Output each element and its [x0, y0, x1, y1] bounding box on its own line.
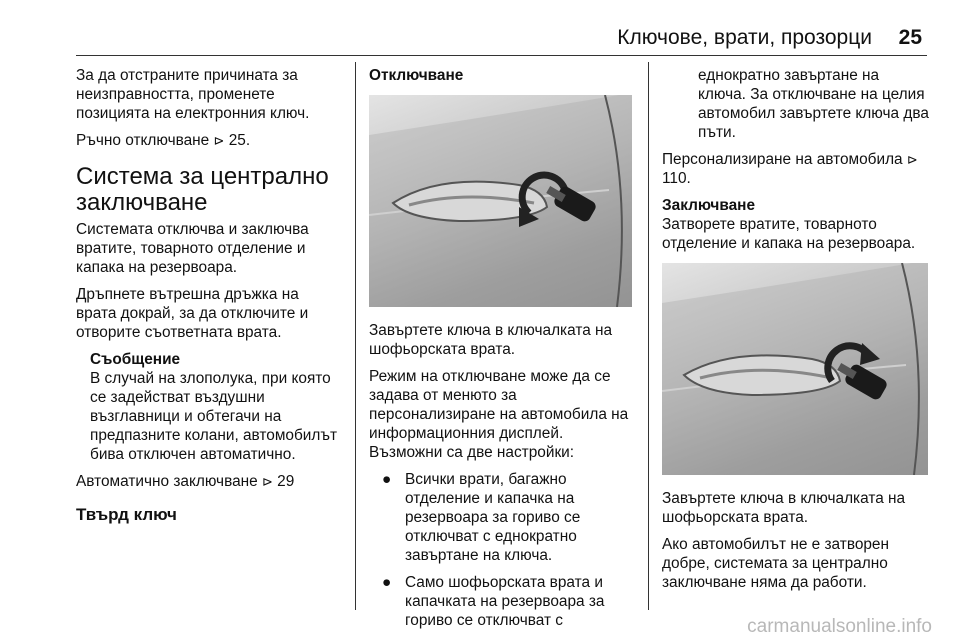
paragraph-system: Системата отключва и заключва вратите, товарното отделение и капака на резервоара. — [76, 221, 309, 276]
unlock-options-list — [369, 470, 634, 630]
section-heading: Система за централно заключване — [76, 163, 329, 216]
paragraph-lock: Затворете вратите, товарното отделение и капака на резервоара. — [662, 216, 916, 252]
page-ref-link[interactable]: 29 — [277, 473, 295, 490]
column-divider-1 — [355, 62, 356, 610]
heading-lock: Заключване — [662, 197, 756, 214]
list-item: ● Само шофьорската врата и капачката на резервоара за гориво се отключват с — [382, 574, 605, 629]
note-title: Съобщение — [90, 351, 181, 368]
ref-text: Автоматично заключване — [76, 473, 262, 490]
figure-caption: Завъртете ключа в ключалката на шофьорската врата. — [369, 322, 613, 358]
column-divider-2 — [648, 62, 649, 610]
arrow-ref-icon: ⊳ — [261, 474, 273, 489]
page-number: 25 — [898, 26, 922, 49]
paragraph-handle: Дръпнете вътрешна дръжка на врата докрай, за да отключите и отворите съответната врата. — [76, 286, 309, 341]
note-box — [90, 350, 342, 464]
paragraph-manual-unlock — [76, 131, 342, 150]
watermark: carmanualsonline.info — [747, 616, 932, 637]
list-item: ● Всички врати, багажно отделение и капачка на резервоара за гориво се отключват с еднократно завъртане на ключа. — [382, 471, 581, 564]
figure-caption: Завъртете ключа в ключалката на шофьорската врата. — [662, 490, 906, 526]
arrow-ref-icon: ⊳ — [213, 133, 225, 148]
column-2 — [369, 66, 634, 638]
column-1 — [76, 66, 342, 524]
ref-text: Ръчно отключване — [76, 132, 214, 149]
subheading-hard-key: Твърд ключ — [76, 505, 177, 524]
arrow-ref-icon: ⊳ — [906, 152, 918, 167]
paragraph-personalize — [662, 150, 930, 188]
page-ref-link[interactable]: 25. — [228, 132, 251, 149]
door-handle-lock-illustration — [662, 263, 928, 475]
note-text: В случай на злополука, при която се задействат въздушни възглавници и обтегачи на предпазните колани, автомобилът бива отключен автоматично. — [90, 370, 338, 463]
page-header — [0, 26, 960, 56]
paragraph-auto-lock — [76, 472, 342, 491]
paragraph-unlock-mode: Режим на отключване може да се задава от менюто за персонализиране на автомобила на информационния дисплей. Възможни са две настройки: — [369, 368, 629, 461]
door-handle-unlock-illustration — [369, 95, 632, 307]
bullet-dot: ● — [382, 471, 392, 488]
header-rule — [76, 55, 927, 56]
list-item-continuation: еднократно завъртане на ключа. За отключване на целия автомобил завъртете ключа два пъти. — [698, 67, 929, 141]
page-ref-link[interactable]: 110. — [662, 170, 691, 187]
column-3 — [662, 66, 930, 600]
chapter-title: Ключове, врати, прозорци — [617, 26, 872, 49]
heading-unlock: Отключване — [369, 67, 464, 84]
ref-text: Персонализиране на автомобила — [662, 151, 907, 168]
paragraph-fault: За да отстраните причината за неизправността, променете позицията на електронния ключ. — [76, 67, 310, 122]
paragraph-warning: Ако автомобилът не е затворен добре, системата за централно заключване няма да работи. — [662, 536, 889, 591]
bullet-dot: ● — [382, 574, 392, 591]
